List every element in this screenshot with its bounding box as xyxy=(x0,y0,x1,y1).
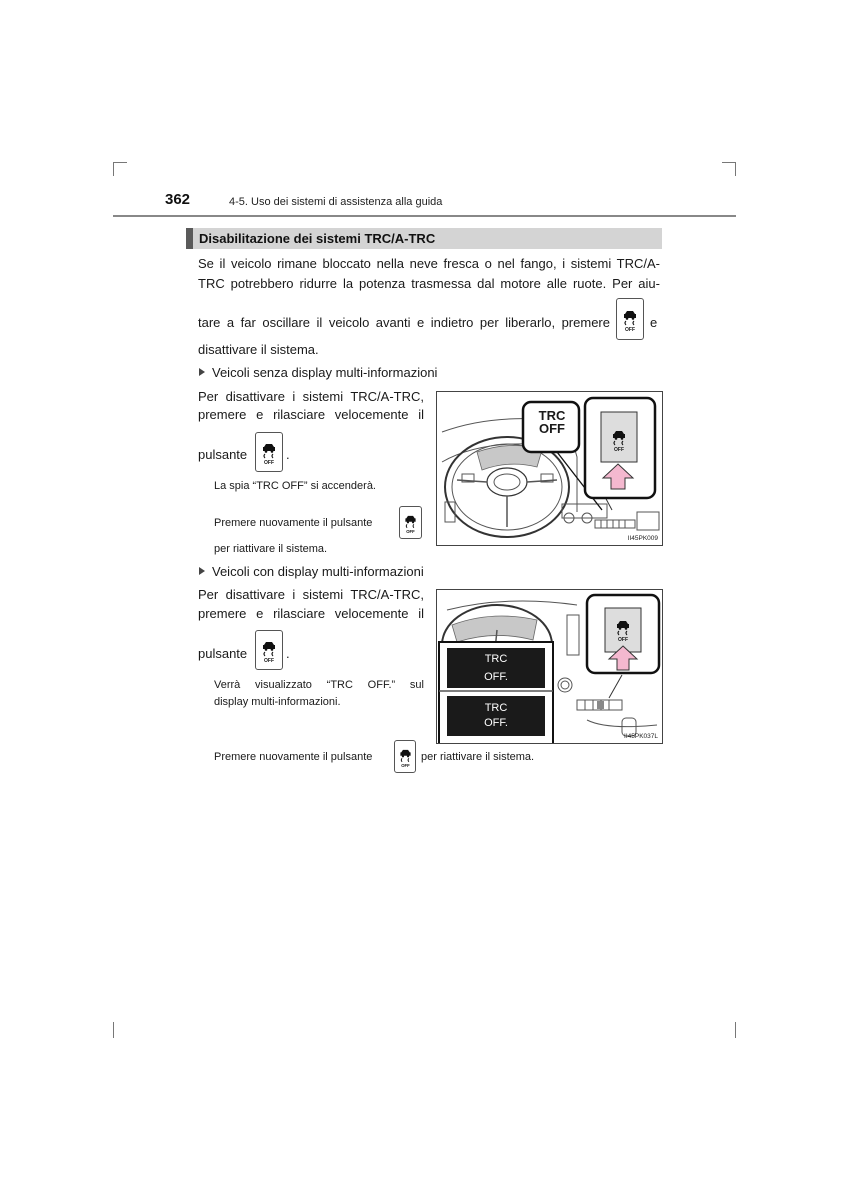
section-title-bar xyxy=(186,228,662,249)
block1-heading-text: Veicoli senza display multi-informazioni xyxy=(212,365,438,380)
block2-line-3: pulsante xyxy=(198,646,248,661)
bullet-triangle-icon xyxy=(199,567,205,575)
trc-off-button-icon xyxy=(255,432,283,472)
block2-heading xyxy=(199,562,424,582)
final-line-before: Premere nuovamente il pulsante xyxy=(214,751,373,763)
block2-heading-text: Veicoli con display multi-informazioni xyxy=(212,564,424,579)
block2-note-line-1: Verrà visualizzato “TRC OFF.” sul xyxy=(214,679,424,691)
block2-line-1: Per disattivare i sistemi TRC/A-TRC, xyxy=(198,587,424,602)
intro-line-2: TRC potrebbero ridurre la potenza trasmessa dal motore alle ruote. Per aiu- xyxy=(198,276,660,291)
figure1-callout-line-2: OFF xyxy=(539,421,565,436)
block2-line-2: premere e rilasciare velocemente il xyxy=(198,606,424,621)
block1-line-3-end: . xyxy=(286,447,290,462)
crop-mark-top-left-v xyxy=(113,162,114,176)
intro-line-3: tare a far oscillare il veicolo avanti e indietro per liberarlo, premere xyxy=(198,315,610,330)
intro-line-3-end: e xyxy=(650,315,658,330)
trc-off-button-icon xyxy=(255,630,283,670)
figure-dashboard-no-display xyxy=(436,391,663,546)
figure1-callout-line-1: TRC xyxy=(538,408,566,423)
figure-dashboard-with-display xyxy=(436,589,663,744)
block1-heading xyxy=(199,363,437,383)
block1-line-3: pulsante xyxy=(198,447,248,462)
display1-line-2: OFF. xyxy=(484,671,508,683)
section-title: Disabilitazione dei sistemi TRC/A-TRC xyxy=(199,231,436,246)
final-line-after: per riattivare il sistema. xyxy=(421,751,535,763)
trc-off-button-icon xyxy=(399,506,422,539)
trc-off-switch-icon xyxy=(613,618,633,642)
block1-line-1: Per disattivare i sistemi TRC/A-TRC, xyxy=(198,389,424,404)
block2-line-3-end: . xyxy=(286,646,290,661)
crop-mark-top-right-h xyxy=(722,162,736,163)
crop-mark-top-left-h xyxy=(113,162,127,163)
crop-mark-top-right-v xyxy=(735,162,736,176)
display2-line-1: TRC xyxy=(484,702,508,714)
block2-note-line-2: display multi-informazioni. xyxy=(214,696,341,708)
block1-note-2-line-1: Premere nuovamente il pulsante xyxy=(214,517,373,529)
trc-off-button-icon xyxy=(616,298,644,340)
block1-note-2-line-2: per riattivare il sistema. xyxy=(214,543,328,555)
block1-line-2: premere e rilasciare velocemente il xyxy=(198,407,424,422)
block1-note-1: La spia “TRC OFF” si accenderà. xyxy=(214,480,376,492)
display1-line-1: TRC xyxy=(484,653,508,665)
page-number: 362 xyxy=(165,191,191,208)
intro-line-4: disattivare il sistema. xyxy=(198,342,319,357)
header-rule xyxy=(113,215,736,217)
figure2-code: II45PK037L xyxy=(624,733,658,740)
display2-line-2: OFF. xyxy=(484,717,508,729)
intro-line-1: Se il veicolo rimane bloccato nella neve fresca o nel fango, i sistemi TRC/A- xyxy=(198,256,660,271)
trc-off-switch-icon xyxy=(609,428,629,452)
figure1-code: II45PK009 xyxy=(627,535,658,542)
running-title: 4-5. Uso dei sistemi di assistenza alla guida xyxy=(229,196,443,208)
crop-mark-bottom-right xyxy=(735,1022,736,1038)
crop-mark-bottom-left xyxy=(113,1022,114,1038)
trc-off-button-icon xyxy=(394,740,416,773)
bullet-triangle-icon xyxy=(199,368,205,376)
